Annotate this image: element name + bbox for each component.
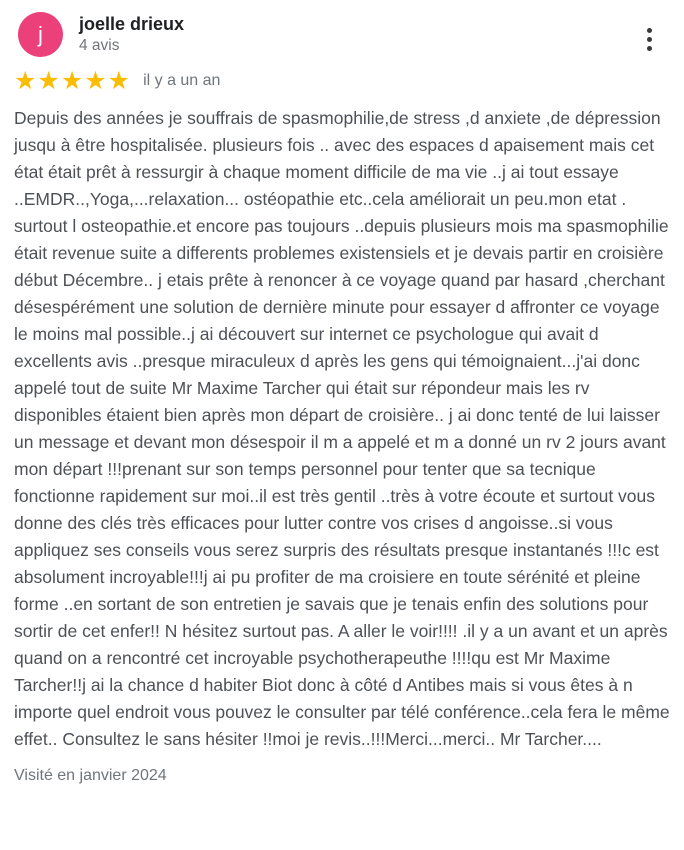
review-text: Depuis des années je souffrais de spasmophilie,de stress ,d anxiete ,de dépression jusqu à être hospitalisée. plusieurs fois .. avec des espaces d apaisement mais cet état était prêt à ressurgir à chaque moment difficile de ma vie ..j ai tout essaye ..EMDR..,Yoga,...relaxation... ostéopathie etc..cela améliorait un peu.mon etat . surtout l osteopathie.et encore pas toujours ..depuis plusieurs mois ma spasmophilie était revenue suite a differents problemes existensiels et je devais partir en croisière début Décembre.. j etais prête à renoncer à ce voyage quand par hasard ,cherchant désespérément une solution de dernière minute pour essayer d affronter ce voyage le moins mal possible..j ai découvert sur internet ce psychologue qui avait d excellents avis ..presque miraculeux d après les gens qui témoignaient...j'ai donc appelé tout de suite Mr Maxime Tarcher qui était sur répondeur mais les rv disponibles étaient bien après mon départ de croisière.. j ai donc tenté de lui laisser un message et devant mon désespoir il m a appelé et m a donné un rv 2 jours avant mon départ !!!prenant sur son temps personnel pour tenter que sa tecnique fonctionne rapidement sur moi..il est très gentil ..très à votre écoute et surtout vous donne des clés très efficaces pour lutter contre vos crises d angoisse..si vous appliquez ses conseils vous serez surpris des résultats presque instantanés !!!c est absolument incroyable!!!j ai pu profiter de ma croisiere en toute sérénité et pleine forme ..en sortant de son entretien je savais que je tenais enfin des solutions pour sortir de cet enfer!! N hésitez surtout pas. A aller le voir!!!! .il y a un avant et un après quand on a rencontré cet incroyable psychotherapeuthe !!!!qu est Mr Maxime Tarcher!!j ai la chance d habiter Biot donc à côté d Antibes mais si vous êtes à n importe quel endroit vous pouvez le consulter par télé conférence..cela fera le même effet.. Consultez le sans hésiter !!moi je revis..!!!Merci...merci.. Mr Tarcher.... [14, 108, 670, 749]
review-header [14, 12, 670, 57]
review-age: il y a un an [143, 72, 221, 89]
avatar[interactable] [18, 12, 63, 57]
reviewer-review-count: 4 avis [79, 37, 120, 54]
visited-date: Visité en janvier 2024 [14, 767, 167, 784]
avatar-initial: j [38, 21, 43, 47]
reviewer-name[interactable]: joelle drieux [79, 14, 185, 34]
more-options-button[interactable] [641, 22, 658, 57]
reviewer-info [79, 12, 184, 56]
star-rating-icon: ★★★★★ [14, 67, 132, 95]
rating-row [14, 68, 670, 94]
more-vertical-icon [647, 28, 652, 33]
